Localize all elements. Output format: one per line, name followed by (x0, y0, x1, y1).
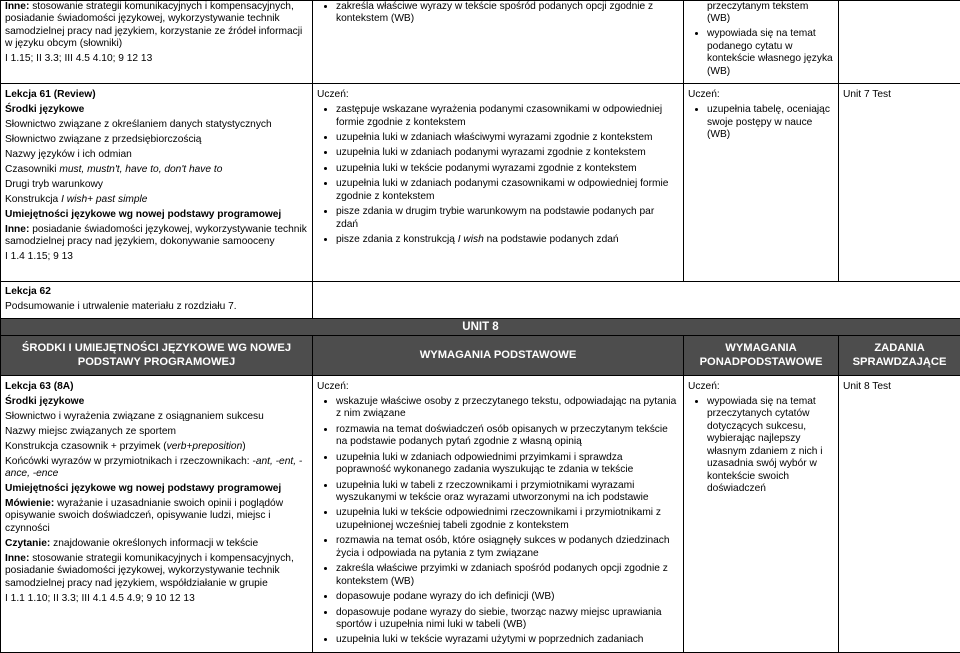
header-tests: ZADANIA SPRAWDZAJĄCE (839, 336, 960, 376)
unit-banner-row (1, 319, 960, 336)
lesson-title: Lekcja 61 (Review) (5, 89, 308, 101)
curriculum-codes: I 1.15; II 3.3; III 4.5 4.10; 9 12 13 (5, 53, 308, 65)
curriculum-codes: I 1.1 1.10; II 3.3; III 4.1 4.5 4.9; 9 10 12 13 (5, 593, 308, 605)
header-skills: ŚRODKI I UMIEJĘTNOŚCI JĘZYKOWE WG NOWEJ PODSTAWY PROGRAMOWEJ (1, 336, 313, 376)
list-item: • uzupełnia luki w zdaniach podanymi wyrazami zgodnie z kontekstem (336, 147, 679, 159)
list-item: • uzupełnia luki w tabeli z rzeczownikami i przymiotnikami wyrazami wyszukanymi w tekście oraz wyrazami utworzonymi na ich podstawie (336, 480, 679, 505)
header-row (1, 336, 960, 376)
list-item: • zastępuje wskazane wyrażenia podanymi czasownikami w odpowiedniej formie zgodnie z kontekstem (336, 104, 679, 129)
requirement-continuation: przeczytanym tekstem (WB) (688, 1, 834, 26)
test-label: Unit 7 Test (843, 89, 956, 101)
section-heading: Środki językowe (5, 396, 308, 408)
table-row (1, 84, 960, 282)
header-extended: WYMAGANIA PONADPODSTAWOWE (684, 336, 839, 376)
list-item: • dopasowuje podane wyrazy do ich definicji (WB) (336, 591, 679, 603)
uczen-label: Uczeń: (688, 381, 834, 393)
test-cell (839, 1, 960, 84)
requirements-list (688, 104, 834, 141)
content-line: Inne: posiadanie świadomości językowej, wykorzystywanie technik samodzielnej pracy nad językiem, dokonywanie samooceny (5, 224, 308, 249)
content-line: Czytanie: znajdowanie określonych informacji w tekście (5, 538, 308, 550)
content-line: Konstrukcja I wish+ past simple (5, 194, 308, 206)
skills-cell (1, 282, 313, 319)
content-line: Końcówki wyrazów w przymiotnikach i rzeczownikach: -ant, -ent, -ance, -ence (5, 456, 308, 481)
content-line: Inne: stosowanie strategii komunikacyjnych i kompensacyjnych, posiadanie świadomości językowej, wykorzystywanie technik samodzielnej pracy nad językiem, współdziałanie w grupie (5, 553, 308, 590)
list-item: • uzupełnia luki w zdaniach właściwymi wyrazami zgodnie z kontekstem (336, 132, 679, 144)
list-item: • uzupełnia luki w tekście odpowiednimi rzeczownikami i przymiotnikami z uzupełnionej wcześniej tabeli zgodnie z kontekstem (336, 507, 679, 532)
extended-requirements-cell (684, 1, 839, 84)
empty-cell (839, 282, 960, 319)
requirements-list (688, 396, 834, 496)
basic-requirements-cell (313, 84, 684, 282)
section-heading: Umiejętności językowe wg nowej podstawy programowej (5, 483, 308, 495)
test-cell (839, 376, 960, 653)
skills-cell (1, 1, 313, 84)
list-item: • uzupełnia luki w zdaniach podanymi czasownikami w odpowiedniej formie zgodnie z kontekstem (336, 178, 679, 203)
unit-banner: UNIT 8 (1, 319, 960, 336)
list-item: • rozmawia na temat osób, które osiągnęły sukces w podanych dziedzinach życia i odpowiada na pytania z tym związane (336, 535, 679, 560)
content-line: Podsumowanie i utrwalenie materiału z rozdziału 7. (5, 301, 308, 313)
uczen-label: Uczeń: (317, 89, 679, 101)
content-line: Czasowniki must, mustn't, have to, don't have to (5, 164, 308, 176)
content-line: Słownictwo i wyrażenia związane z osiągnaniem sukcesu (5, 411, 308, 423)
inne-text: stosowanie strategii komunikacyjnych i kompensacyjnych, posiadanie świadomości językowej, wykorzystywanie technik samodzielnej pracy nad językiem, korzystanie ze źródeł informacji w języku obcym (słowniki) (5, 1, 302, 49)
basic-requirements-cell (313, 1, 684, 84)
list-item: • pisze zdania w drugim trybie warunkowym na podstawie podanych par zdań (336, 206, 679, 231)
empty-cell (313, 282, 684, 319)
content-line: Nazwy języków i ich odmian (5, 149, 308, 161)
requirements-list (317, 396, 679, 647)
lesson-title: Lekcja 63 (8A) (5, 381, 308, 393)
table-row (1, 1, 960, 84)
list-item: • wypowiada się na temat podanego cytatu w kontekście własnego języka (WB) (707, 28, 834, 78)
content-line: Słownictwo związane z przedsiębiorczością (5, 134, 308, 146)
list-item: • uzupełnia luki w zdaniach odpowiednimi przyimkami i sprawdza poprawność wykonanego zadania wyszukując te zdania w tekście (336, 452, 679, 477)
content-line: Drugi tryb warunkowy (5, 179, 308, 191)
inne-label: Inne: (5, 1, 29, 12)
list-item: • pisze zdania z konstrukcją I wish na podstawie podanych zdań (336, 234, 679, 246)
list-item: • zakreśla właściwe wyrazy w tekście spośród podanych opcji zgodnie z kontekstem (WB) (336, 1, 679, 26)
header-basic: WYMAGANIA PODSTAWOWE (313, 336, 684, 376)
uczen-label: Uczeń: (688, 89, 834, 101)
extended-requirements-cell (684, 376, 839, 653)
extended-requirements-cell (684, 84, 839, 282)
content-line: Konstrukcja czasownik + przyimek (verb+preposition) (5, 441, 308, 453)
list-item: • uzupełnia tabelę, oceniając swoje postępy w nauce (WB) (707, 104, 834, 141)
list-item: • dopasowuje podane wyrazy do siebie, tworząc nazwy miejsc uprawiania sportów i uzupełnia nimi luki w tabeli (WB) (336, 607, 679, 632)
requirements-list (317, 104, 679, 246)
table-row (1, 376, 960, 653)
requirements-list (317, 1, 679, 26)
test-cell (839, 84, 960, 282)
list-item: • zakreśla właściwe przyimki w zdaniach spośród podanych opcji zgodnie z kontekstem (WB) (336, 563, 679, 588)
basic-requirements-cell (313, 376, 684, 653)
curriculum-codes: I 1.4 1.15; 9 13 (5, 251, 308, 263)
uczen-label: Uczeń: (317, 381, 679, 393)
section-heading: Umiejętności językowe wg nowej podstawy programowej (5, 209, 308, 221)
section-heading: Środki językowe (5, 104, 308, 116)
list-item: • uzupełnia luki w tekście podanymi wyrazami zgodnie z kontekstem (336, 163, 679, 175)
content-line: Słownictwo związane z określaniem danych statystycznych (5, 119, 308, 131)
requirements-list (688, 28, 834, 78)
skills-cell (1, 84, 313, 282)
lesson-title: Lekcja 62 (5, 286, 308, 298)
list-item: • uzupełnia luki w tekście wyrazami użytymi w poprzednich zadaniach (336, 634, 679, 646)
empty-cell (684, 282, 839, 319)
skills-cell (1, 376, 313, 653)
list-item: • rozmawia na temat doświadczeń osób opisanych w przeczytanym tekście na podstawie podanych pytań zgodnie z własną opinią (336, 424, 679, 449)
content-line: Nazwy miejsc związanych ze sportem (5, 426, 308, 438)
content-line: Mówienie: wyrażanie i uzasadnianie swoich opinii i poglądów opisywanie swoich doświadczeń, opisywanie ludzi, miejsc i czynności (5, 498, 308, 535)
test-label: Unit 8 Test (843, 381, 956, 393)
list-item: • wskazuje właściwe osoby z przeczytanego tekstu, odpowiadając na pytania z nim związane (336, 396, 679, 421)
table-row (1, 282, 960, 319)
list-item: • wypowiada się na temat przeczytanych cytatów dotyczących sukcesu, wybierając najlepszy własnym zdaniem z nich i uzasadnia swój wybór w kontekście swoich doświadczeń (707, 396, 834, 496)
